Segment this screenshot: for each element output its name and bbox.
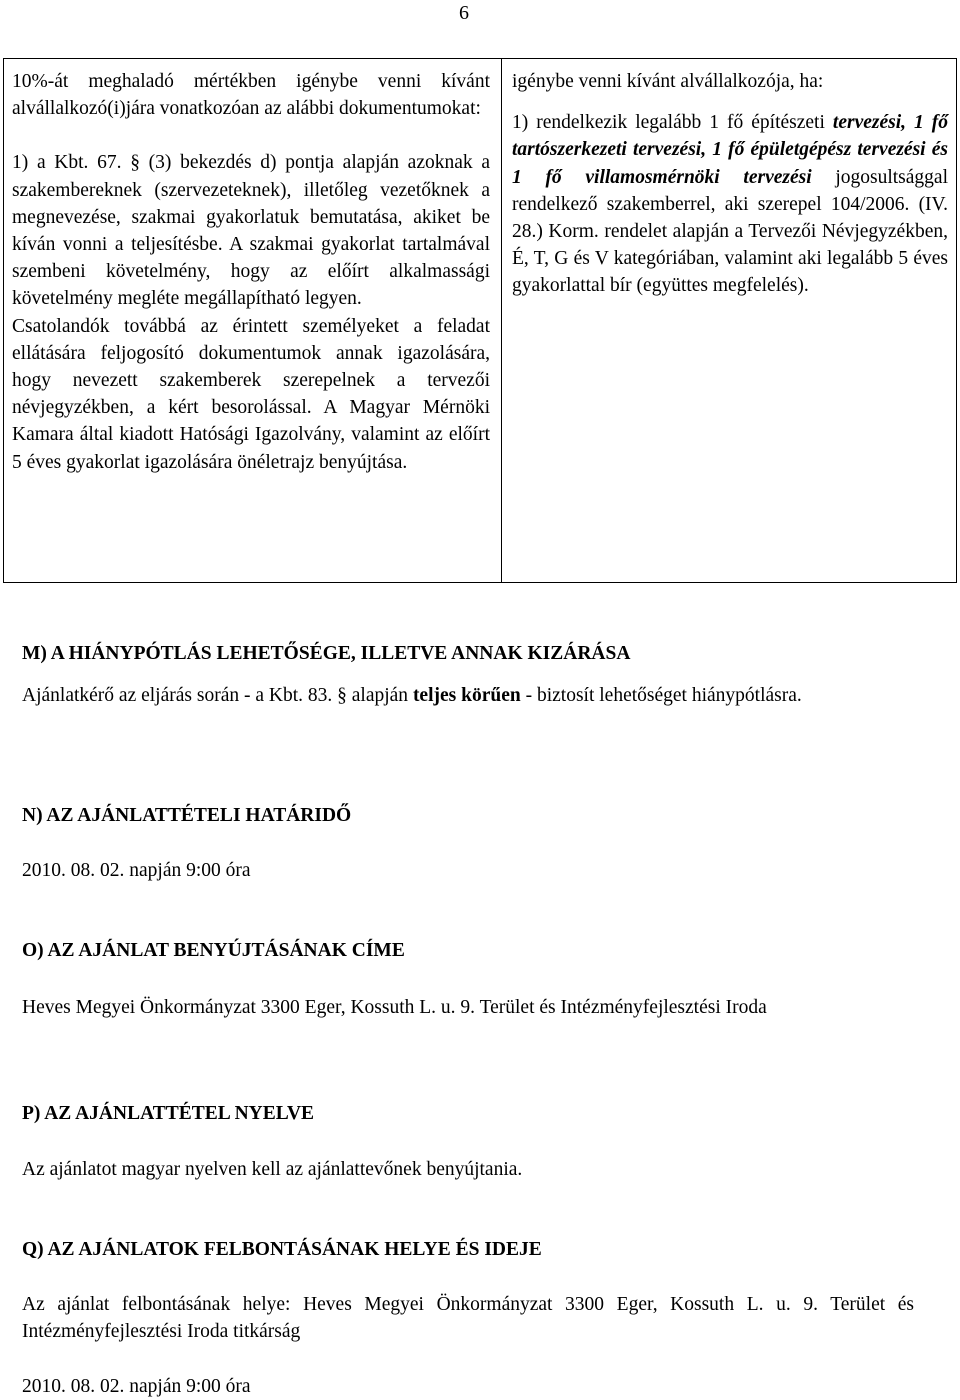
right-intro-text: igénybe venni kívánt alvállalkozója, ha: [512,68,948,95]
section-q [22,1236,914,1400]
requirements-table [3,58,957,583]
section-o-heading: O) AZ AJÁNLAT BENYÚJTÁSÁNAK CÍME [22,937,914,965]
right-item-1-text [512,109,948,299]
section-q-text: Az ajánlat felbontásának helye: Heves Megyei Önkormányzat 3300 Eger, Kossuth L. u. 9. Terület és Intézményfejlesztési Iroda titkárság [22,1291,914,1346]
section-m-text-b: - biztosít lehetőséget hiánypótlásra. [526,685,802,706]
right-item-1-part-c: jogosultsággal rendelkező szakemberrel, aki szerepel 104/2006. (IV. 28.) Korm. rendelet alapján a Tervezői Névjegyzékben, É, T, G és V kategóriában, valamint aki legalább 5 éves gyakorlattal bír (együttes megfelelés). [512,167,948,297]
section-p-heading: P) AZ AJÁNLATTÉTEL NYELVE [22,1100,914,1128]
section-n-heading: N) AZ AJÁNLATTÉTELI HATÁRIDŐ [22,802,914,830]
right-item-1-emphasis: tervezési, 1 fő tartószerkezeti tervezési, 1 fő épületgépész tervezési és 1 fő villamosmérnöki tervezési [512,112,948,187]
right-item-1-part-a: 1) rendelkezik legalább 1 fő építészeti [512,112,825,133]
section-m-heading: M) A HIÁNYPÓTLÁS LEHETŐSÉGE, ILLETVE ANNAK KIZÁRÁSA [22,640,914,668]
section-o-text: Heves Megyei Önkormányzat 3300 Eger, Kossuth L. u. 9. Terület és Intézményfejlesztési Iroda [22,994,914,1022]
section-m-text [22,682,914,710]
section-q-heading: Q) AZ AJÁNLATOK FELBONTÁSÁNAK HELYE ÉS IDEJE [22,1236,914,1264]
section-m-text-bold: teljes körűen [413,685,521,706]
table-left-cell [12,68,490,476]
section-p-text: Az ajánlatot magyar nyelven kell az ajánlattevőnek benyújtania. [22,1156,914,1184]
section-q-date: 2010. 08. 02. napján 9:00 óra [22,1373,914,1400]
left-intro-text: 10%-át meghaladó mértékben igénybe venni kívánt alvállalkozó(i)jára vonatkozóan az alábbi dokumentumokat: [12,68,490,122]
section-o [22,937,914,1021]
left-item-1-text: 1) a Kbt. 67. § (3) bekezdés d) pontja alapján azoknak a szakembereknek (szervezeteknek), illetőleg vezetőknek a megnevezése, szakmai gyakorlatuk bemutatása, akiket be kíván vonni a teljesítésbe. A szakmai gyakorlat tartalmával szembeni követelmény, hogy az előírt alkalmassági követelmény megléte megállapítható legyen. [12,149,490,312]
section-n [22,802,914,884]
section-p [22,1100,914,1183]
section-n-text: 2010. 08. 02. napján 9:00 óra [22,857,914,885]
page-number: 6 [459,2,469,25]
table-right-cell [512,68,948,300]
section-m [22,640,914,709]
section-m-text-a: Ajánlatkérő az eljárás során - a Kbt. 83. § alapján [22,685,408,706]
left-item-2-text: Csatolandók továbbá az érintett személyeket a feladat ellátására feljogosító dokumentumok annak igazolására, hogy nevezett szakemberek szerepelnek a tervezői névjegyzékben, a kért besorolással. A Magyar Mérnöki Kamara által kiadott Hatósági Igazolvány, valamint az előírt 5 éves gyakorlat igazolására önéletrajz benyújtása. [12,313,490,476]
table-column-divider [501,59,502,582]
